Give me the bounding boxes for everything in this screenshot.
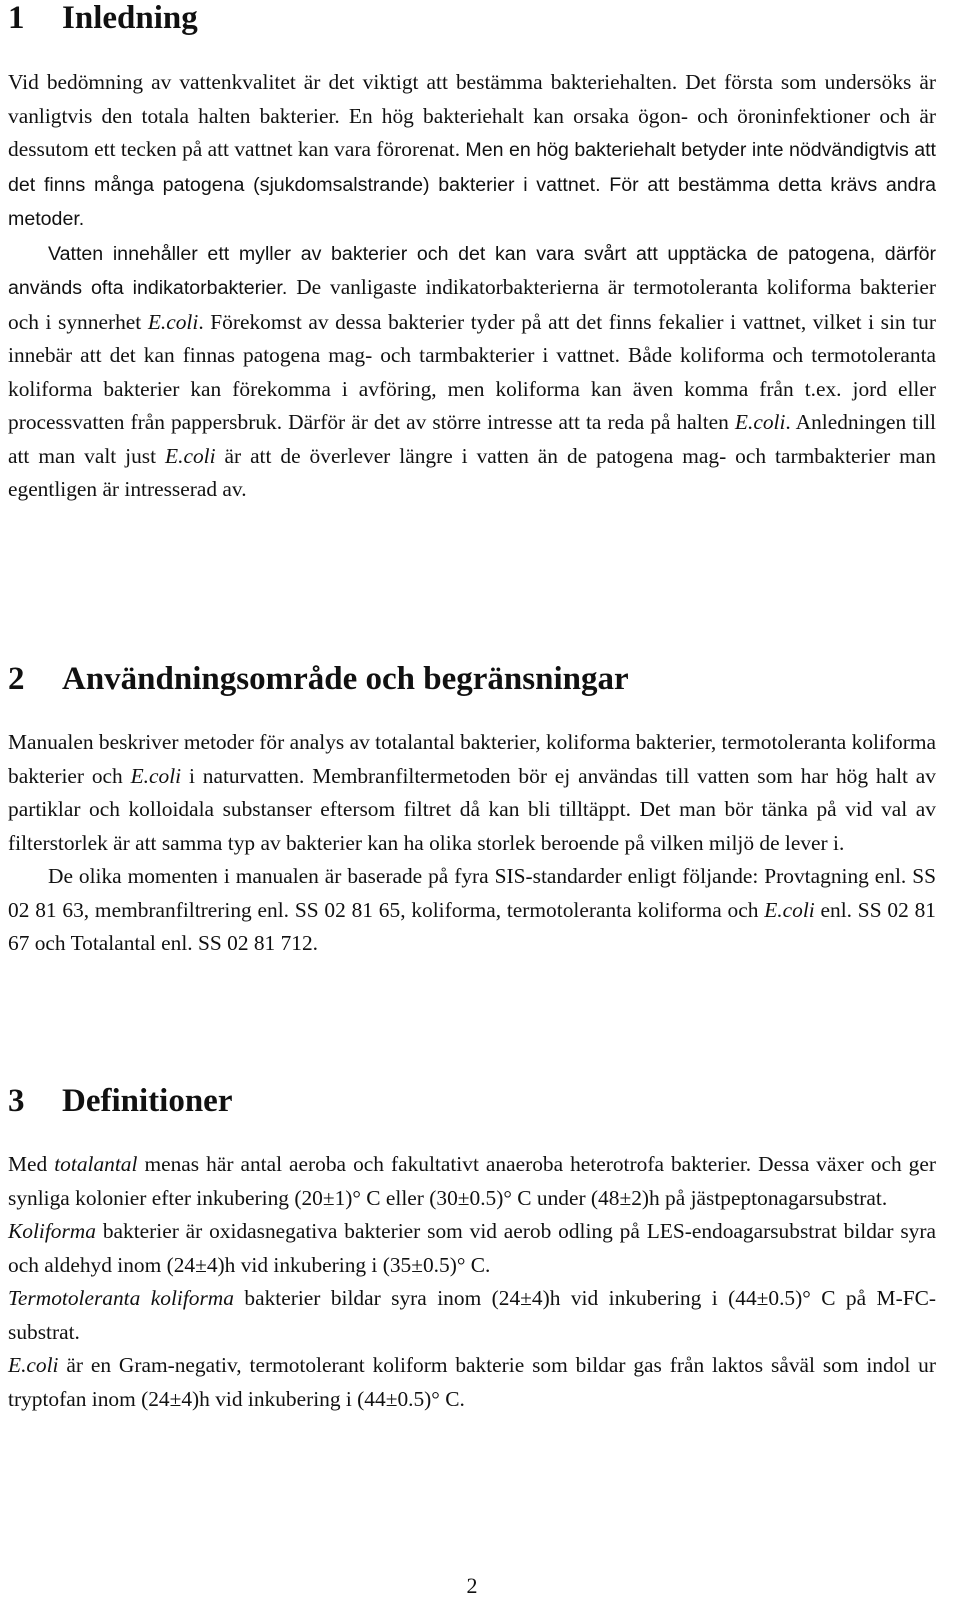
text-run: bakterier bildar syra inom (24±4)h vid inkubering i (44±0.5)° C på M-FC-substrat. <box>8 1286 936 1344</box>
defined-term: E.coli <box>8 1353 59 1377</box>
section-number: 1 <box>8 0 25 36</box>
section-body-inledning <box>8 66 936 507</box>
text-run-italic: E.coli <box>734 410 786 434</box>
text-run: Manualen beskriver metoder för analys av totalantal bakterier, koliforma bakterier, termotoleranta koliforma bakterier och <box>8 730 936 788</box>
text-run: Med <box>8 1152 55 1176</box>
definition-termotoleranta-koliforma <box>8 1282 936 1349</box>
definition-koliforma <box>8 1215 936 1282</box>
text-run-italic: E.coli <box>130 763 182 788</box>
section-number: 2 <box>8 661 25 697</box>
paragraph <box>8 726 936 860</box>
text-run: . Anledningen till att man valt just <box>8 410 936 468</box>
text-run: Vid bedömning av vattenkvalitet är det viktigt att bestämma bakteriehalten. Det första som undersöks är vanligtvis den totala halten bakterier. En hög bakteriehalt kan orsaka ögon- och öroninfektioner och är dessutom ett tecken på att vattnet kan vara förorenat. <box>8 70 936 161</box>
text-run: . Förekomst av dessa bakterier tyder på att det finns fekalier i vattnet, vilket i sin tur innebär att det kan finnas patogena mag- och tarmbakterier i vattnet. <box>8 309 936 367</box>
section-body-definitioner <box>8 1148 936 1416</box>
text-run: Både koliforma och termotoleranta koliforma bakterier kan förekomma i avföring, men koliforma kan även komma från t.ex. jord eller processvatten från pappersbruk. Därför är det av större intresse att ta reda på halten <box>8 343 937 434</box>
text-run: menas här antal aeroba och fakultativt anaeroba heterotrofa bakterier. Dessa växer och ger synliga kolonier efter inkubering (20±1)° C eller (30±0.5)° C under (48±2)h på jästpeptonagarsubstrat. <box>8 1152 936 1210</box>
text-run: i naturvatten. <box>181 763 313 788</box>
section-heading-inledning <box>8 0 198 36</box>
section-heading-definitioner <box>8 1083 232 1119</box>
text-run: De vanligaste indikatorbakterierna är termotoleranta koliforma bakterier och i synnerhet <box>8 275 937 334</box>
section-heading-anvandningsomrade <box>8 661 629 697</box>
text-run: Det man bör tänka på vid val av filterstorlek är att samma typ av bakterier kan ha olika storlek beroende på vilken miljö de lever i. <box>8 797 937 855</box>
paragraph <box>8 66 936 237</box>
definition-totalantal <box>8 1148 936 1215</box>
text-run: enl. SS 02 81 67 och Totalantal enl. SS 02 81 712. <box>8 897 936 955</box>
definition-ecoli <box>8 1349 936 1416</box>
section-title: Definitioner <box>62 1083 233 1119</box>
text-run: är att de överlever längre i vatten än de patogena mag- och tarmbakterier man egentligen är intresserad av. <box>8 443 936 501</box>
paragraph <box>8 237 936 507</box>
text-run-sans: Vatten innehåller ett myller av bakterier och det kan vara svårt att upptäcka de patogena, därför används ofta indikatorbakterier. <box>8 242 936 299</box>
defined-term: Koliforma <box>8 1219 96 1243</box>
page-number: 2 <box>466 1573 478 1598</box>
text-run-italic: E.coli <box>764 897 815 922</box>
defined-term: Termotoleranta koliforma <box>8 1286 234 1310</box>
text-run-italic: E.coli <box>147 309 199 334</box>
paragraph <box>8 860 936 961</box>
text-run-italic: E.coli <box>165 443 216 468</box>
section-number: 3 <box>8 1083 25 1119</box>
text-run: är en Gram-negativ, termotolerant koliform bakterie som bildar gas från laktos såväl som indol ur tryptofan inom (24±4)h vid inkubering i (44±0.5)° C. <box>8 1353 936 1411</box>
section-body-anvandningsomrade <box>8 726 936 961</box>
text-run: Membranfiltermetoden bör ej användas till vatten som har hög halt av partiklar och kolloidala substanser eftersom filtret då kan bli tilltäppt. <box>8 763 936 821</box>
section-title: Användningsområde och begränsningar <box>62 661 629 697</box>
text-run: bakterier är oxidasnegativa bakterier som vid aerob odling på LES-endoagarsubstrat bildar syra och aldehyd inom (24±4)h vid inkubering i (35±0.5)° C. <box>8 1219 936 1277</box>
defined-term: totalantal <box>54 1152 138 1176</box>
text-run-sans: Men en hög bakteriehalt betyder inte nödvändigtvis att det finns många patogena (sjukdomsalstrande) bakterier i vattnet. För att bestämma detta krävs andra metoder. <box>8 139 937 230</box>
section-title: Inledning <box>62 0 198 36</box>
text-run: De olika momenten i manualen är baserade på fyra SIS-standarder enligt följande: Provtagning enl. SS 02 81 63, membranfiltrering enl. SS 02 81 65, koliforma, termotoleranta koliforma och <box>8 864 936 922</box>
